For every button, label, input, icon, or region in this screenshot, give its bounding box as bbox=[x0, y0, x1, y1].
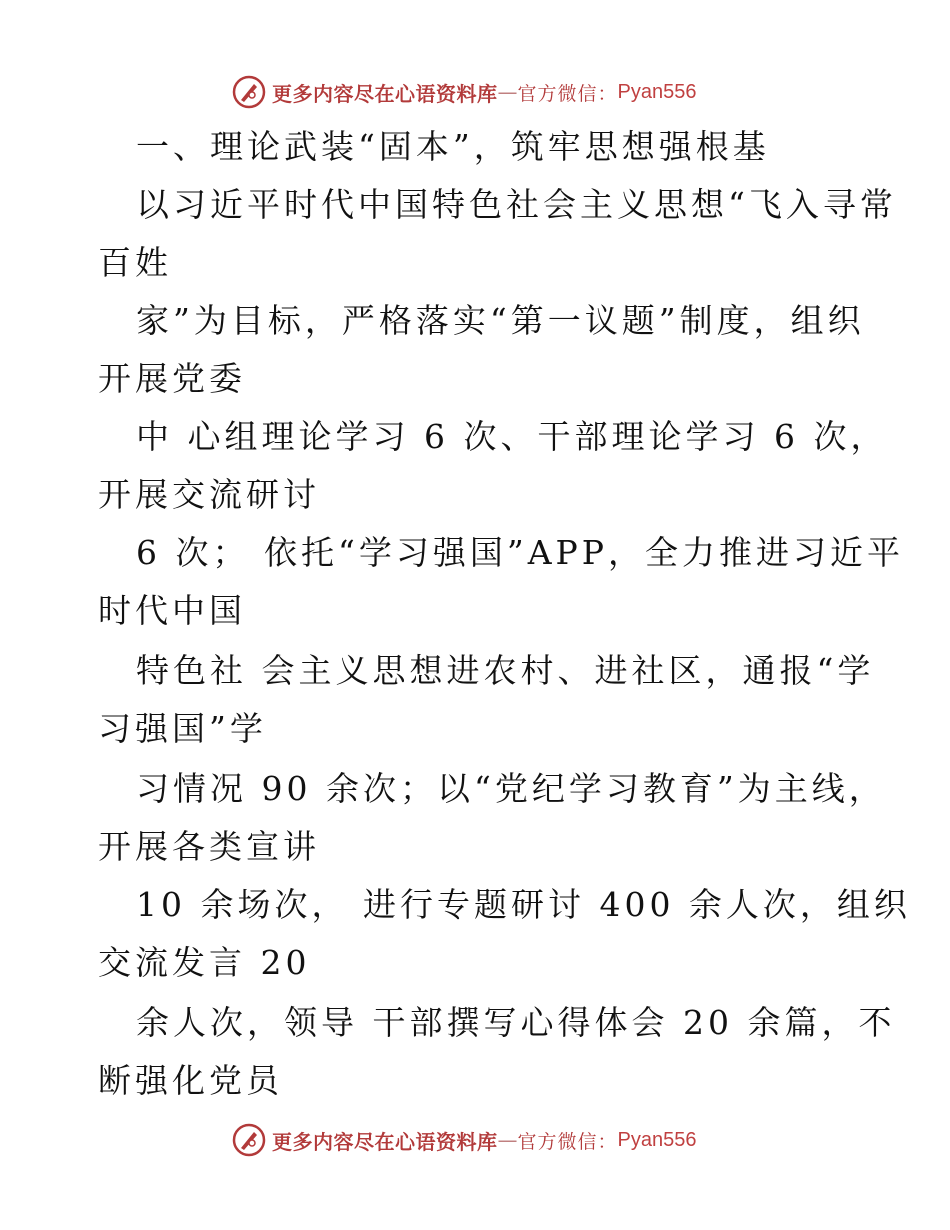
banner-title: 更多内容尽在心语资料库 bbox=[272, 81, 498, 106]
quill-pen-icon bbox=[232, 75, 266, 109]
paragraph-line: 6 次； 依托“学习强国”APP，全力推进习近平 bbox=[136, 533, 904, 572]
banner-wechat-label: 官方微信： bbox=[517, 82, 618, 105]
paragraph-line: 断强化党员 bbox=[98, 1061, 283, 1100]
banner-title: 更多内容尽在心语资料库 bbox=[272, 1129, 498, 1154]
section-heading: 一、理论武装“固本”，筑牢思想强根基 bbox=[136, 127, 770, 166]
banner-separator: — bbox=[497, 1128, 518, 1152]
header-banner bbox=[232, 72, 732, 112]
footer-banner bbox=[232, 1120, 732, 1160]
paragraph-line: 开展党委 bbox=[98, 359, 246, 398]
paragraph-line: 特色社 会主义思想进农村、进社区，通报“学 bbox=[136, 651, 875, 690]
paragraph-line: 习强国”学 bbox=[98, 709, 267, 748]
paragraph-line: 家”为目标，严格落实“第一议题”制度，组织 bbox=[136, 301, 865, 340]
banner-wechat-label: 官方微信： bbox=[517, 1130, 618, 1153]
paragraph-line: 以习近平时代中国特色社会主义思想“飞入寻常 bbox=[136, 185, 897, 224]
paragraph-line: 交流发言 20 bbox=[98, 943, 311, 982]
banner-separator: — bbox=[497, 80, 518, 104]
quill-pen-icon bbox=[232, 1123, 266, 1157]
paragraph-line: 习情况 90 余次；以“党纪学习教育”为主线， bbox=[136, 769, 886, 808]
paragraph-line: 余人次，领导 干部撰写心得体会 20 余篇，不 bbox=[136, 1003, 896, 1042]
paragraph-line: 时代中国 bbox=[98, 591, 246, 630]
paragraph-line: 百姓 bbox=[98, 243, 172, 282]
banner-wechat-id: Pyan556 bbox=[617, 1128, 697, 1151]
paragraph-line: 开展交流研讨 bbox=[98, 475, 320, 514]
paragraph-line: 中 心组理论学习 6 次、干部理论学习 6 次， bbox=[136, 417, 888, 456]
banner-wechat-id: Pyan556 bbox=[617, 80, 697, 103]
paragraph-line: 开展各类宣讲 bbox=[98, 827, 320, 866]
paragraph-line: 10 余场次， 进行专题研讨 400 余人次，组织 bbox=[136, 885, 911, 924]
